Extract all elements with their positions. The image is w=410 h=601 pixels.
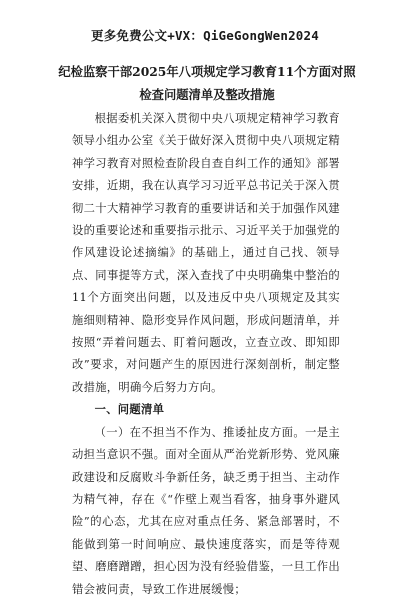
document-body <box>72 108 340 601</box>
section-heading: 一、问题清单 <box>94 403 165 417</box>
document-title: 纪检监察干部2025年八项规定学习教育11个方面对照检查问题清单及整改措施 <box>58 64 356 102</box>
promo-banner: 更多免费公文+VX：QiGeGongWen2024 <box>91 28 319 43</box>
section-paragraph: （一）在不担当不作为、推诿扯皮方面。一是主动担当意识不强。面对全面从严治党新形势、党风廉政建设和反腐败斗争新任务，缺乏勇于担当、主动作为精气神，存在《“作壁上观当看客，抽身事外避风险”的心态，尤其在应对重点任务、紧急部署时，不能做到第一时间响应、最快速度落实，而是等待观望、磨磨蹭蹭，担心因为没有经验借鉴，一旦工作出错会被问责，导致工作进展缓慢； <box>72 425 340 596</box>
intro-paragraph: 根据委机关深入贯彻中央八项规定精神学习教育领导小组办公室《关于做好深入贯彻中央八项规定精神学习教育对照检查阶段自查自纠工作的通知》部署安排，近期，我在认真学习习近平总书记关于深入贯彻二十大精神学习教育的重要讲话和关于加强作风建设的重要论述和重要指示批示、习近平关于加强党的作风建设论述摘编》的基础上，通过自己找、领导点、同事提等方式，深入查找了中央明确集中整治的11个方面突出问题，以及违反中央八项规定及其实施细则精神、隐形变异作风问题，形成问题清单，并按照“弄着问题去、盯着问题改，立查立改、即知即改”要求，对问题产生的原因进行深刻剖析，制定整改措施，明确今后努力方向。 <box>72 112 340 394</box>
